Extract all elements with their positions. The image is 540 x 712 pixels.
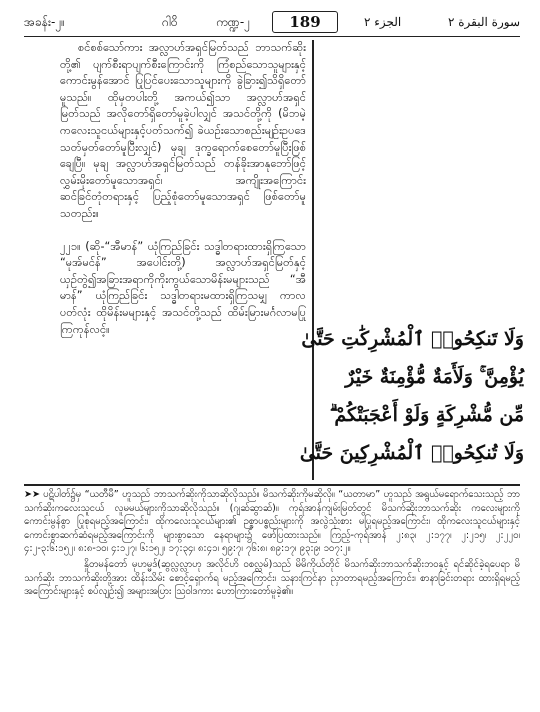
juz-label: الجزء ٢ — [364, 15, 402, 29]
footnotes — [24, 488, 520, 599]
footnote-second: နှိုတမန်တော် မုဟမ္မဒ်(ဆွလ္လလ္လာဟု အလိုင်ဟိ ဝစလ္လမ်)သည် မိမိကိုယ်တိုင် မိသက်ဆိုးဘာသက်ဆိုးဘဝနှင့် ရင်ဆိုင်ခဲ့ရပေရာ မိသက်ဆိုး ဘာသက်ဆိုးတို့အား ထိန်းသိမ်း စောင့်ရှောက်ရ မည့်အကြောင်း၊ သနားကြင်နာ ညှာတာရမည့်အကြောင်း၊ စာနာခြင်းတရား ထားရှိရမည့်အကြောင်းများနှင့် စပ်လျဉ်း၍ အများအပြား ဩဝါဒကား ဟောကြားတော်မူခဲ့၏။ — [24, 558, 520, 598]
translation-paragraph: စင်စစ်သော်ကား အလ္လာဟ်အရှင်မြတ်သည် ဘာသက်ဆိုးတို့၏ ပျက်စီးရာပျက်စီးကြောင်းကို ကြံစည်သောသူများနှင့် ကောင်းမွန်အောင် ပြုပြင်ပေးသောသူများကို ခွဲခြား၍သိရှိတော်မူသည်။ ထိုမှတပါးတို့ အကယ်၍သာ အလ္လာဟ်အရှင်မြတ်သည် အလိုတော်ရှိတော်မူခဲ့ပါလျှင် အသင်တို့ကို (မိဘမဲ့ကလေးသူငယ်များနှင့်ပတ်သက်၍ ခဲယဉ်းသောစည်းမျဉ်းဥပဒေသတ်မှတ်တော်မူပြီးလျှင်) မုချ ဒုက္ခရောက်စေတော်မူပြီးဖြစ်ချေပြီ။ မုချ အလ္လာဟ်အရှင်မြတ်သည် တန်ခိုးအာနုဘော်ဖြင့်လွှမ်းမိုးတော်မူသောအရှင်၊ အကျိုးအကြောင်း ဆင်ခြင်တုံတရားနှင့် ပြည့်စုံတော်မူသောအရှင် ဖြစ်တော်မူသတည်း။ — [60, 41, 306, 220]
footnote-arrow-icon: ➤➤ — [24, 489, 41, 500]
verse-line: وَلَا تَنكِحُوا۟ ٱلْمُشْرِكَٰتِ حَتَّىٰ — [301, 328, 524, 350]
surah-label: سورة البقرة ٢ — [447, 15, 520, 29]
footnote-first — [24, 488, 520, 556]
verse-line: يُؤْمِنَّ ۚ وَلَأَمَةٌ مُّؤْمِنَةٌ خَيْرٌ — [345, 366, 524, 388]
translation-paragraph-verse-221: ၂၂၁။ (ဆို-“အီမာန်” ယုံကြည်ခြင်း သဒ္ဓါတရားထားရှိကြသော “မုအ်မင်န်” အပေါင်းတို့) အလ္လာဟ်အရှင်မြတ်နှင့်ယှဉ်တွဲ၍အခြားအရာကိုကိုးကွယ်သောမိန်းမများသည် “အီမာန်” ယုံကြည်ခြင်း သဒ္ဓါတရားမထားရှိကြသမျှ ကာလပတ်လုံး ထိုမိန်းမများနှင့် အသင်တို့သည် ထိမ်းမြားမင်္ဂလာမပြုကြကုန်လင့်။ — [60, 239, 306, 336]
arabic-verse-block — [299, 320, 524, 472]
part-label: ကဏ္ဍ-၂ — [216, 15, 251, 29]
footnote-text: ပဋိပါတ်၌မှ “ယတီမီ” ဟူသည် ဘာသက်ဆိုးကိုသာဆိုလိုသည်။ မိသက်ဆိုးကိုမဆိုလို။ “ယတာမာ” ဟူသည် အရွယ်မရောက်သေးသည့် ဘာသက်ဆိုးကလေးသူငယ် လူမမယ်များကိုသာဆိုလိုသည်။ (ဂျဆ်ဆွာဆ်)။ ကုရ်အာန်ကျမ်းမြတ်တွင် မိသက်ဆိုးဘာသက်ဆိုး ကလေးများကို ကောင်းမွန်စွာ ပြုစုရမည့်အကြောင်း၊ ထိုကလေးသူငယ်များ၏ ဉစ္စာပစ္စည်းများကို အလွဲသုံးစား မပြုရမည့်အကြောင်း၊ ထိုကလေးသူငယ်များနှင့် ကောင်းစွာဆက်ဆံရမည့်အကြောင်းကို များစွာသော နေရာများ၌ ဖော်ပြထားသည်။ ကြည့်-ကုရ်အာန် ၂:၈၃၊ ၂:၁၇၇၊ ၂:၂၁၅၊ ၂:၂၂၀၊ ၄:၂-၃:၆:၁၅၂၊ ၈:၈-၁၀၊ ၄:၁၂၇၊ ၆:၁၅၂၊ ၁၇:၃၄၊ ၈:၄၁၊ ၅၉:၇၊ ၇၆:၈၊ ၈၉:၁၇၊ ၉၃:၉၊ ၁၀၇:၂။ — [24, 489, 520, 555]
verse-line: مِّن مُّشْرِكَةٍ وَلَوْ أَعْجَبَتْكُمْ ۗ — [329, 404, 524, 426]
chapter-label: အခန်း-၂။ — [24, 15, 65, 29]
translation-column — [60, 40, 306, 338]
page-header — [24, 10, 520, 37]
column-divider — [312, 40, 314, 480]
section-label: ဂါဝိ — [162, 15, 178, 29]
page-number: 189 — [272, 11, 338, 33]
verse-line: وَلَا تُنكِحُوا۟ ٱلْمُشْرِكِينَ حَتَّىٰ — [299, 442, 524, 464]
footnote-divider — [24, 484, 520, 486]
